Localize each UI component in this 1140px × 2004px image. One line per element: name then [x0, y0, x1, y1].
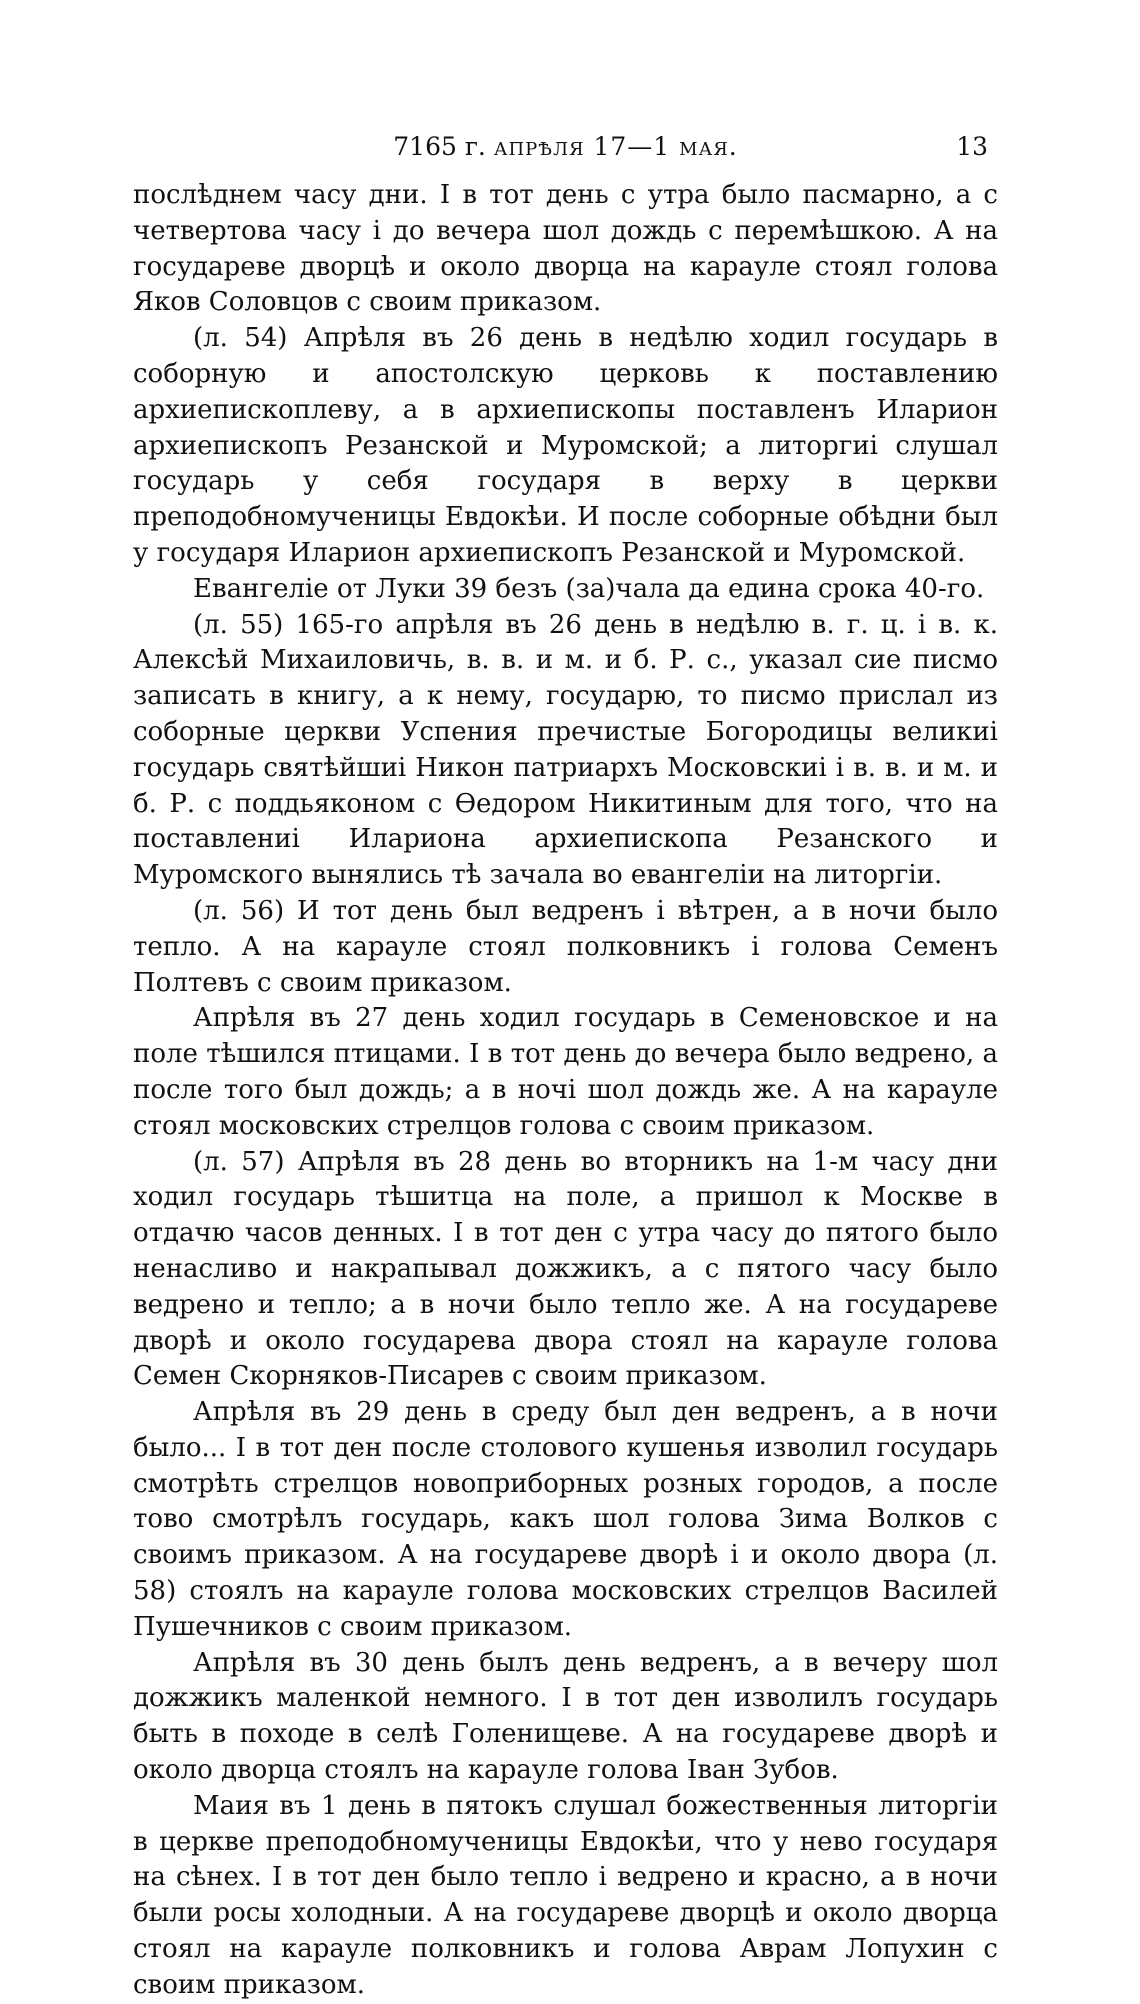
paragraph-10: Маия въ 1 день в пятокъ слушал божественныя литоргіи в церкве преподобномученицы Евдокѣи, что у нево государя на сѣнех. І в тот ден было тепло і ведрено и красно, а в ночи были росы холодныи. А на государеве дворцѣ и около дворца стоял на карауле полковникъ и голова Аврам Лопухин с своим приказом.: [133, 1790, 998, 2000]
paragraph-7: (л. 57) Апрѣля въ 28 день во вторникъ на 1-м часу дни ходил государь тѣшитца на поле, а пришол к Москве в отдачю часов денных. І в тот ден с утра часу до пятого было ненасливо и накрапывал дожжикъ, а с пятого часу было ведрено и тепло; а в ночи было тепло же. А на государеве дворѣ и около государева двора стоял на карауле голова Семен Скорняков-Писарев с своим приказом.: [133, 1146, 998, 1392]
header-title: [133, 132, 998, 161]
paragraph-1: послѣднем часу дни. І в тот день с утра было пасмарно, а с четвертова часу і до вечера шол дождь с перемѣшкою. А на государеве дворцѣ и около дворца на карауле стоял голова Яков Соловцов с своим приказом.: [133, 180, 998, 318]
page-number: 13: [956, 132, 988, 161]
header-year: 7165 г.: [393, 132, 486, 161]
paragraph-4: (л. 55) 165-го апрѣля въ 26 день в недѣлю в. г. ц. і в. к. Алексѣй Михаиловичь, в. в. и м. и б. Р. с., указал сие писмо записать в книгу, а к нему, государю, то писмо прислал из соборные церкви Успения пречистые Богородицы великиі государь святѣйшиі Никон патриархъ Московскиі і в. в. и м. и б. Р. с поддьяконом с Ѳедором Никитиным для того, что на поставлениі Илариона архиепископа Резанского и Муромского вынялись тѣ зачала во евангеліи на литоргіи.: [133, 609, 998, 891]
paragraph-5: (л. 56) И тот день был ведренъ і вѣтрен, а в ночи было тепло. А на карауле стоял полковникъ і голова Семенъ Полтевъ с своим приказом.: [133, 895, 998, 998]
header-date-range: апрѣля 17—1 мая.: [493, 132, 738, 161]
document-page: [133, 128, 998, 2004]
running-header: [133, 128, 998, 166]
paragraph-9: Апрѣля въ 30 день былъ день ведренъ, а в вечеру шол дожжикъ маленкой немного. І в тот ден изволилъ государь быть в походе в селѣ Голенищеве. А на государеве дворѣ и около дворца стоялъ на карауле голова Іван Зубов.: [133, 1647, 998, 1786]
paragraph-6: Апрѣля въ 27 день ходил государь в Семеновское и на поле тѣшился птицами. І в тот день до вечера было ведрено, а после того был дождь; а в ночі шол дождь же. А на карауле стоял московских стрелцов голова с своим приказом.: [133, 1003, 998, 1141]
paragraph-3: Евангеліе от Луки 39 безъ (за)чала да едина срока 40-го.: [193, 573, 985, 604]
body-text: [133, 178, 998, 2004]
paragraph-8: Апрѣля въ 29 день в среду был ден ведренъ, а в ночи было... І в тот ден после столового кушенья изволил государь смотрѣть стрелцов новоприборных розных городов, а после тово смотрѣлъ государь, какъ шол голова Зима Волков с своимъ приказом. А на государеве дворѣ і и около двора (л. 58) стоялъ на карауле голова московских стрелцов Василей Пушечников с своим приказом.: [133, 1397, 998, 1642]
paragraph-2: (л. 54) Апрѣля въ 26 день в недѣлю ходил государь в соборную и апостолскую церковь к поставлению архиепископлеву, а в архиепископы поставленъ Иларион архиепископъ Резанской и Муромской; а литоргиі слушал государь у себя государя в верху в церкви преподобномученицы Евдокѣи. И после соборные обѣдни был у государя Иларион архиепископъ Резанской и Муромской.: [133, 323, 998, 568]
